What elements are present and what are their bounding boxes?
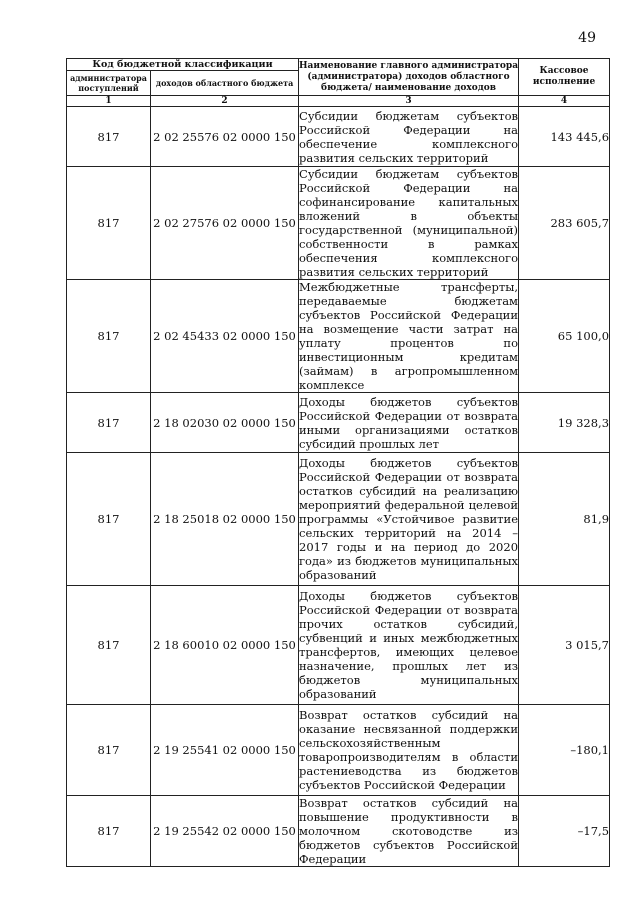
admin-code-cell: 817 (67, 280, 151, 393)
header-admin-column: администратора поступлений (67, 71, 151, 96)
revenue-name-cell: Возврат остатков субсидий на повышение продуктивности в молочном скотоводстве из бюджетов субъектов Российской Федерации (299, 796, 519, 866)
admin-code-cell: 817 (67, 453, 151, 586)
header-amount-column: Кассовое исполнение (519, 59, 610, 96)
header-num-1: 1 (67, 96, 151, 107)
amount-cell: –17,5 (519, 796, 610, 867)
revenue-name-cell: Возврат остатков субсидий на оказание несвязанной поддержки сельскохозяйственным товаропроизводителям в области растениеводства из бюджетов субъектов Российской Федерации (299, 705, 519, 796)
budget-revenue-table (66, 58, 610, 867)
header-code-column: доходов областного бюджета (151, 71, 299, 96)
revenue-code-cell: 2 18 60010 02 0000 150 (151, 586, 299, 705)
amount-cell: –180,1 (519, 705, 610, 796)
header-num-2: 2 (151, 96, 299, 107)
amount-cell: 3 015,7 (519, 586, 610, 705)
header-classification-group: Код бюджетной классификации (67, 59, 299, 71)
amount-cell: 283 605,7 (519, 167, 610, 280)
amount-cell: 65 100,0 (519, 280, 610, 393)
table-row (67, 393, 610, 453)
header-num-3: 3 (299, 96, 519, 107)
header-name-column: Наименование главного администратора (администратора) доходов областного бюджета/ наименование доходов (299, 59, 519, 96)
admin-code-cell: 817 (67, 107, 151, 167)
revenue-code-cell: 2 02 45433 02 0000 150 (151, 280, 299, 393)
table-row (67, 107, 610, 167)
revenue-code-cell: 2 19 25542 02 0000 150 (151, 796, 299, 867)
revenue-name-cell: Доходы бюджетов субъектов Российской Федерации от возврата иными организациями остатков субсидий прошлых лет (299, 394, 519, 451)
amount-cell: 19 328,3 (519, 393, 610, 453)
table-row (67, 453, 610, 586)
amount-cell: 81,9 (519, 453, 610, 586)
header-num-4: 4 (519, 96, 610, 107)
admin-code-cell: 817 (67, 705, 151, 796)
table-row (67, 796, 610, 867)
revenue-name-cell: Субсидии бюджетам субъектов Российской Федерации на обеспечение комплексного развития сельских территорий (299, 108, 519, 165)
revenue-code-cell: 2 19 25541 02 0000 150 (151, 705, 299, 796)
admin-code-cell: 817 (67, 167, 151, 280)
admin-code-cell: 817 (67, 796, 151, 867)
admin-code-cell: 817 (67, 393, 151, 453)
table-row (67, 705, 610, 796)
revenue-name-cell: Субсидии бюджетам субъектов Российской Федерации на софинансирование капитальных вложений в объекты государственной (муниципальной) собственности в рамках обеспечения комплексного развития сельских территорий (299, 167, 519, 279)
revenue-name-cell: Межбюджетные трансферты, передаваемые бюджетам субъектов Российской Федерации на возмещение части затрат на уплату процентов по инвестиционным кредитам (займам) в агропромышленном комплексе (299, 280, 519, 392)
amount-cell: 143 445,6 (519, 107, 610, 167)
table-row (67, 280, 610, 393)
revenue-code-cell: 2 18 25018 02 0000 150 (151, 453, 299, 586)
revenue-name-cell: Доходы бюджетов субъектов Российской Федерации от возврата остатков субсидий на реализацию мероприятий федеральной целевой программы «Устойчивое развитие сельских территорий на 2014 – 2017 годы и на период до 2020 года» из бюджетов муниципальных образований (299, 453, 519, 586)
page-number: 49 (578, 30, 596, 46)
admin-code-cell: 817 (67, 586, 151, 705)
revenue-code-cell: 2 02 25576 02 0000 150 (151, 107, 299, 167)
revenue-code-cell: 2 02 27576 02 0000 150 (151, 167, 299, 280)
table-row (67, 167, 610, 280)
revenue-name-cell: Доходы бюджетов субъектов Российской Федерации от возврата прочих остатков субсидий, субвенций и иных межбюджетных трансфертов, имеющих целевое назначение, прошлых лет из бюджетов муниципальных образований (299, 586, 519, 705)
table-row (67, 586, 610, 705)
revenue-code-cell: 2 18 02030 02 0000 150 (151, 393, 299, 453)
